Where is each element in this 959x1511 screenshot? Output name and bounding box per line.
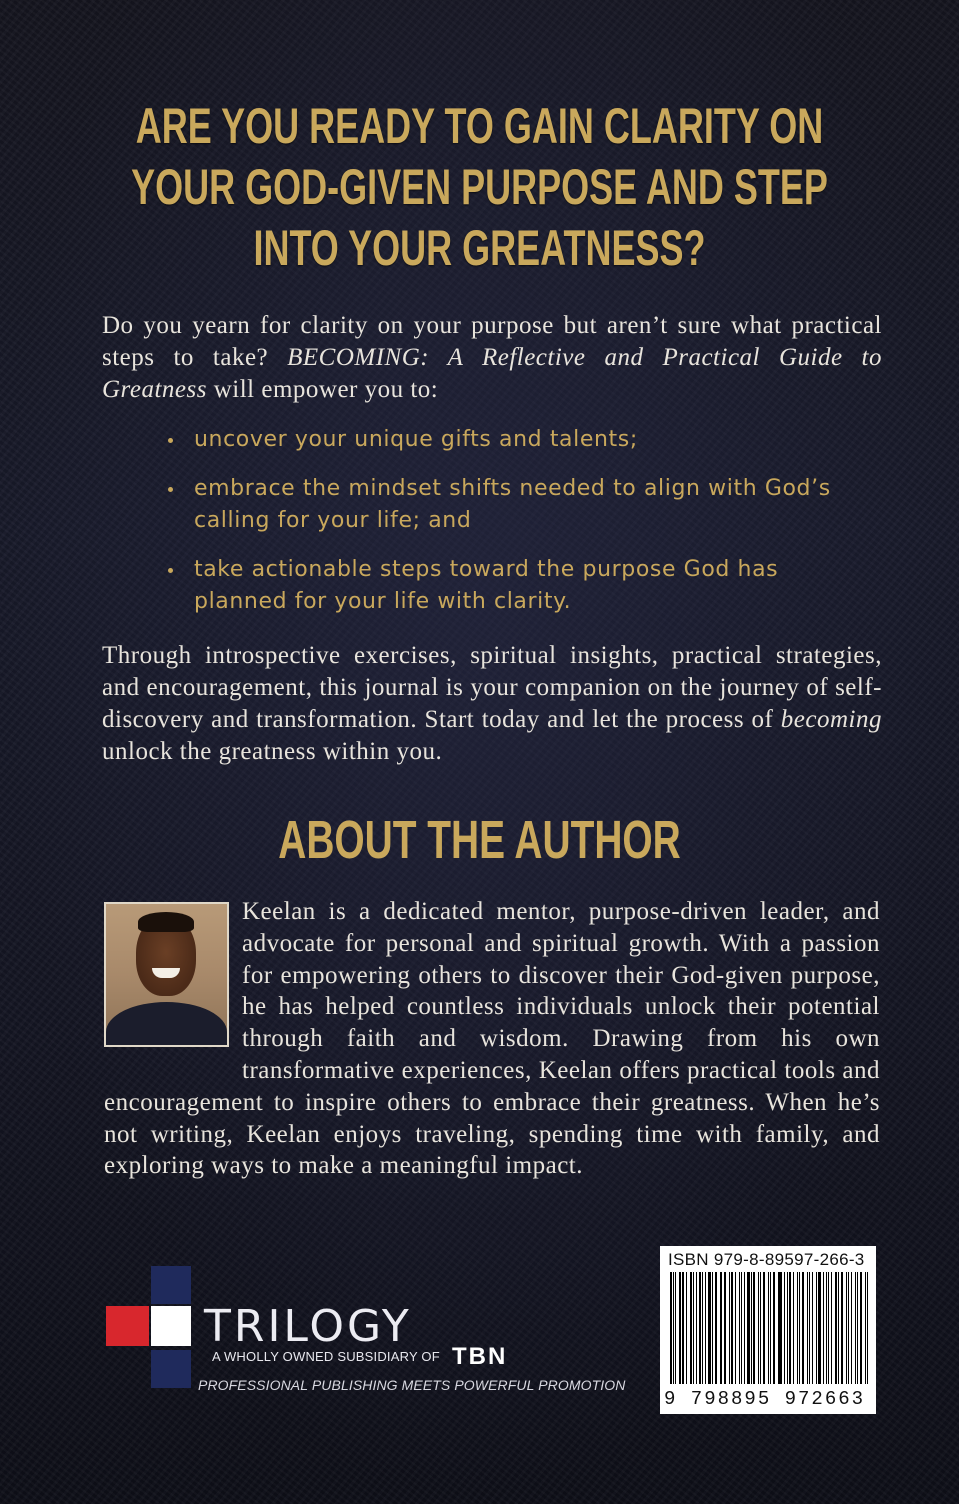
barcode-bar [670,1272,672,1384]
barcode-bar [751,1272,752,1384]
barcode-bar [848,1272,850,1384]
barcode-bar [789,1272,791,1384]
barcode-bar [770,1272,771,1384]
barcode-bars [670,1272,870,1390]
barcode-bar [679,1272,681,1384]
barcode-bar [838,1272,839,1384]
barcode-bar [860,1272,862,1384]
barcode-bar [741,1272,742,1384]
barcode-bar [784,1272,785,1384]
barcode-bar [831,1272,833,1384]
barcode-bar [809,1272,810,1384]
publisher-tagline: PROFESSIONAL PUBLISHING MEETS POWERFUL PROMOTION [198,1377,626,1393]
about-author-title: ABOUT THE AUTHOR [278,810,681,870]
barcode-bar [699,1272,701,1384]
intro-paragraph [102,310,882,406]
bullet-icon [168,487,173,492]
barcode-bar [758,1272,760,1384]
barcode-bar [778,1272,779,1384]
barcode-bar [826,1272,827,1384]
bullet-icon [168,438,173,443]
publisher-name: TRILOGY [204,1301,412,1352]
barcode-bar [867,1272,868,1384]
barcode-bar [857,1272,859,1384]
author-bio: Keelan is a dedicated mentor, purpose-driven leader, and advocate for personal and spiritual growth. With a passion for empowering others to discover their God-given purpose, he has helped countless individuals unlock their potential through faith and wisdom. Drawing from his own transformative experiences, Keelan offers practical tools and encouragement to inspire others to embrace their greatness. When he’s not writing, Keelan enjoys traveling, spending time with family, and exploring ways to make a meaningful impact. [104,898,880,1180]
list-item: uncover your unique gifts and talents; [168,424,868,456]
benefit-list [168,424,868,635]
emphasis-word: becoming [780,706,882,733]
barcode-bar [865,1272,866,1384]
barcode-bar [731,1272,733,1384]
barcode-bar [799,1272,800,1384]
closing-paragraph: Through introspective exercises, spiritual insights, practical strategies, and encouragement, this journal is your companion on the journey of self-discovery and transformation. Start today and let the process of becoming unlock the greatness within you. [102,642,882,765]
barcode-bar [818,1272,820,1384]
barcode-bar [721,1272,722,1384]
barcode-bar [760,1272,761,1384]
barcode-bar [797,1272,798,1384]
isbn-label: ISBN 979-8-89597-266-3 [668,1250,865,1269]
barcode-bar [696,1272,697,1384]
barcode-bar [747,1272,749,1384]
author-photo [104,902,229,1047]
headline [90,96,870,279]
barcode-bar [773,1272,775,1384]
barcode-bar [812,1272,813,1384]
barcode-bar [675,1272,676,1384]
barcode-bar [855,1272,856,1384]
headline-line-3: INTO YOUR GREATNESS? [253,220,706,276]
barcode-bar [705,1272,706,1384]
subsidiary-text: A WHOLLY OWNED SUBSIDIARY OF [212,1349,440,1364]
barcode-bar [753,1272,755,1384]
barcode-bar [823,1272,824,1384]
barcode-bar [693,1272,694,1384]
barcode-bar [807,1272,809,1384]
barcode-bar [686,1272,687,1384]
barcode-bar [802,1272,804,1384]
bullet-icon [168,568,173,573]
barcode-bar [841,1272,843,1384]
barcode-bar [739,1272,740,1384]
barcode-bar [744,1272,745,1384]
barcode-bar [720,1272,721,1384]
barcode [660,1246,876,1414]
barcode-digits: 9 798895 972663 [664,1388,866,1410]
intro-lead: Do you yearn for clarity on your purpose but aren’t sure what practical steps to take? [102,312,882,371]
barcode-bar [735,1272,737,1384]
headline-line-2: YOUR GOD-GIVEN PURPOSE AND STEP [131,159,828,215]
book-title: BECOMING: A Reflective and Practical Guide to Greatness [102,344,882,403]
barcode-bar [851,1272,852,1384]
barcode-bar [846,1272,847,1384]
barcode-bar [673,1272,674,1384]
barcode-bar [763,1272,765,1384]
barcode-bar [712,1272,714,1384]
headline-line-1: ARE YOU READY TO GAIN CLARITY ON [135,98,824,154]
barcode-bar [768,1272,769,1384]
tbn-logo: TBN [452,1343,508,1370]
barcode-bar [729,1272,730,1384]
barcode-bar [708,1272,710,1384]
barcode-bar [816,1272,818,1384]
list-item: take actionable steps toward the purpose God has planned for your life with clarity. [168,554,868,618]
barcode-bar [682,1272,684,1384]
barcode-bar [779,1272,781,1384]
list-item: embrace the mindset shifts needed to align with God’s calling for your life; and [168,473,868,537]
intro-tail: will empower you to: [206,376,439,403]
barcode-bar [715,1272,717,1384]
barcode-bar [835,1272,837,1384]
barcode-bar [828,1272,829,1384]
barcode-bar [690,1272,692,1384]
barcode-bar [787,1272,788,1384]
barcode-bar [702,1272,703,1384]
barcode-bar [793,1272,795,1384]
barcode-bar [724,1272,726,1384]
